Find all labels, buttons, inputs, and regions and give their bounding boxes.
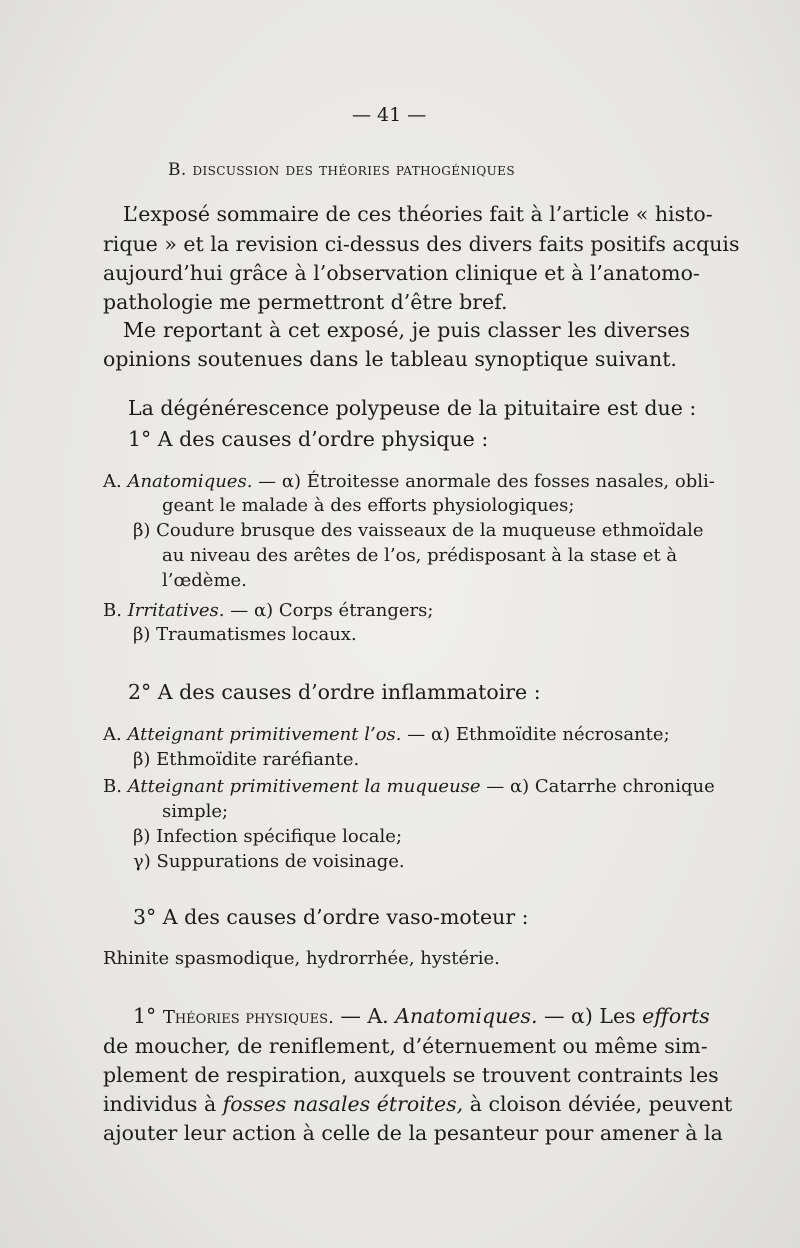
final-italic-2: efforts [642, 1004, 710, 1028]
sec1-b-italic: Irritatives. [127, 600, 225, 621]
sec1-a-label: A. [103, 471, 122, 492]
final-dash-2: — α) Les [537, 1004, 643, 1028]
final-line-5: ajouter leur action à celle de la pesanteur pour amener à la [103, 1121, 723, 1145]
sec2-b-cont: simple; [162, 801, 229, 822]
sec1-a-line [103, 471, 715, 492]
final-line-3: plement de respiration, auxquels se trouvent contraints les [103, 1063, 719, 1087]
sec2-b-gamma: γ) Suppurations de voisinage. [133, 851, 405, 872]
final-line-2: de moucher, de reniflement, d’éternuement ou même sim- [103, 1034, 708, 1058]
final-smallcaps: Théories physiques. [162, 1007, 334, 1028]
lead-line: La dégénérescence polypeuse de la pituitaire est due : [128, 396, 697, 420]
heading-letter: B. [168, 160, 187, 180]
sec1-b-label: B. [103, 600, 122, 621]
page-number: — 41 — [352, 104, 427, 126]
sec2-a-label: A. [103, 724, 122, 745]
sec1-a-rest: — α) Étroitesse anormale des fosses nasales, obli- [252, 471, 715, 492]
sec1-a-beta-1: β) Coudure brusque des vaisseaux de la muqueuse ethmoïdale [133, 520, 704, 541]
intro-line-4: pathologie me permettront d’être bref. [103, 290, 508, 314]
intro-line-1: L’exposé sommaire de ces théories fait à l’article « histo- [123, 202, 713, 226]
section-heading [168, 160, 515, 180]
sec3-line: Rhinite spasmodique, hydrorrhée, hystérie. [103, 948, 500, 969]
sec2-b-line [103, 776, 715, 797]
intro-line-2: rique » et la revision ci-dessus des divers faits positifs acquis [103, 232, 740, 256]
intro-line-3: aujourd’hui grâce à l’observation clinique et à l’anatomo- [103, 261, 700, 285]
section-2-title: 2° A des causes d’ordre inflammatoire : [128, 680, 541, 704]
final-italic-1: Anatomiques. [395, 1004, 538, 1028]
sec1-a-italic: Anatomiques. [127, 471, 253, 492]
sec2-a-line [103, 724, 670, 745]
sec2-b-italic: Atteignant primitivement la muqueuse [127, 776, 481, 797]
sec2-a-italic: Atteignant primitivement l’os. [127, 724, 402, 745]
sec1-a-beta-3: l’œdème. [162, 570, 247, 591]
sec1-b-beta: β) Traumatismes locaux. [133, 624, 357, 645]
sec2-b-beta: β) Infection spécifique locale; [133, 826, 403, 847]
sec2-a-beta: β) Ethmoïdite raréfiante. [133, 749, 360, 770]
final-line-4 [103, 1092, 733, 1116]
section-3-title: 3° A des causes d’ordre vaso-moteur : [133, 905, 529, 929]
sec1-a-beta-2: au niveau des arêtes de l’os, prédisposant à la stase et à [162, 545, 678, 566]
final-num: 1° [133, 1004, 157, 1028]
sec2-a-rest: — α) Ethmoïdite nécrosante; [401, 724, 670, 745]
sec2-b-label: B. [103, 776, 122, 797]
sec2-b-rest: — α) Catarrhe chronique [480, 776, 715, 797]
intro-line-5: Me reportant à cet exposé, je puis classer les diverses [123, 318, 690, 342]
final-dash-1: — A. [333, 1004, 396, 1028]
final-l4-italic: fosses nasales étroites, [222, 1092, 464, 1116]
section-1-title: 1° A des causes d’ordre physique : [128, 427, 489, 451]
sec1-b-rest: — α) Corps étrangers; [224, 600, 434, 621]
sec1-a-cont: geant le malade à des efforts physiologiques; [162, 495, 575, 516]
heading-title: discussion des théories pathogéniques [192, 160, 515, 180]
final-line-1 [133, 1004, 710, 1028]
intro-line-6: opinions soutenues dans le tableau synoptique suivant. [103, 347, 677, 371]
final-l4-a: individus à [103, 1092, 223, 1116]
sec1-b-line [103, 600, 433, 621]
final-l4-b: à cloison déviée, peuvent [463, 1092, 733, 1116]
